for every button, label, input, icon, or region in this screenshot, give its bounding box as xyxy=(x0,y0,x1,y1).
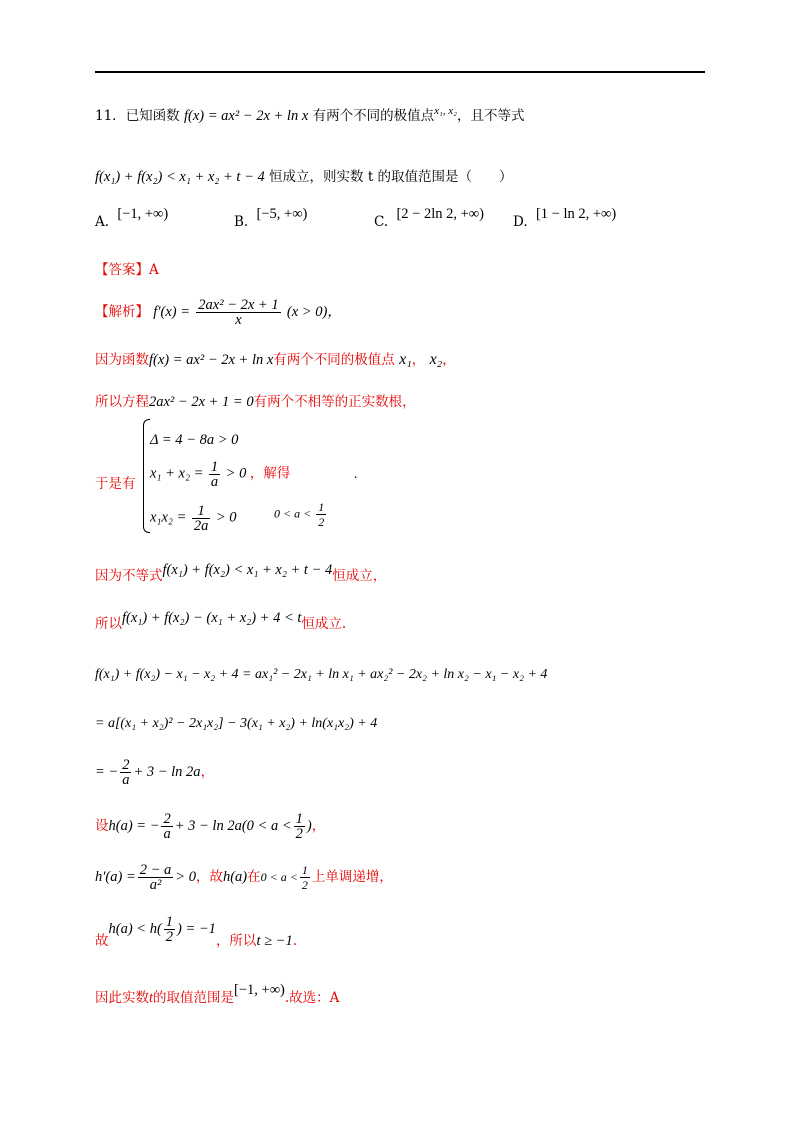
expansion-line-1 xyxy=(95,664,547,685)
question-line-2 xyxy=(95,167,513,187)
system-solve-text: ，解得 xyxy=(249,465,291,482)
system-prefix-text: 于是有 xyxy=(95,476,136,492)
question-intro: 已知函数 xyxy=(125,108,180,124)
expansion-line-2 xyxy=(95,713,377,734)
question-function: f(x) = ax² − 2x + ln x xyxy=(183,108,309,124)
h-cond-den: 2 xyxy=(295,826,303,842)
option-c-value: [2 − 2ln 2, +∞) xyxy=(396,206,484,222)
h-definition xyxy=(95,812,325,841)
l1-sep: ， xyxy=(411,352,426,368)
h-b: + 3 − ln 2a xyxy=(174,818,242,834)
system-eq-1: Δ = 4 − 8a > 0 xyxy=(150,432,239,448)
analysis-line-4 xyxy=(95,610,347,634)
top-rule xyxy=(95,71,705,73)
l2-equation: 2ax² − 2x + 1 = 0 xyxy=(149,394,254,410)
option-b[interactable] xyxy=(234,206,308,231)
option-a[interactable] xyxy=(95,206,169,231)
derivative-fraction xyxy=(196,298,280,327)
system-dot: . xyxy=(353,466,358,482)
derivative-condition: (x > 0)， xyxy=(286,304,342,320)
l2-text-b: 有两个不相等的正实数根， xyxy=(253,394,416,410)
l3-inequality: f(x₁) + f(x₂) < x₁ + x₂ + t − 4 xyxy=(162,562,333,578)
g-t: t ≥ −1 xyxy=(256,933,293,949)
g-lhs: h(a) < h( xyxy=(108,921,162,937)
hp-lhs: h′(a) = xyxy=(95,869,136,885)
l1-text-a: 因为函数 xyxy=(95,352,149,368)
system-eq-2-num: 1 xyxy=(210,459,219,475)
derivative-denominator: x xyxy=(235,312,242,328)
system-eq-2-den: a xyxy=(210,474,219,490)
option-a-label: A. xyxy=(95,214,110,230)
l1-text-b: 有两个不同的极值点 xyxy=(273,352,395,368)
expansion-1: f(x₁) + f(x₂) − x₁ − x₂ + 4 = ax₁² − 2x₁ + ln x₁ + ax₂² − 2x₂ + ln x₂ − x₁ − x₂ + 4 xyxy=(95,667,548,682)
system-row-2 xyxy=(150,460,357,489)
l4-text-b: 恒成立. xyxy=(301,616,347,632)
l3-text-b: 恒成立， xyxy=(332,568,387,584)
hp-cond-num: 1 xyxy=(301,863,308,877)
g-text-a: 故 xyxy=(95,933,109,949)
option-d[interactable] xyxy=(513,206,617,231)
question-tail: ，且不等式 xyxy=(457,108,525,124)
g-text-b: ，所以 xyxy=(215,933,257,949)
expansion-3-b: + 3 − ln 2a xyxy=(133,764,201,780)
analysis-tag: 【解析】 xyxy=(95,304,149,320)
l1-end: ， xyxy=(442,352,456,368)
system-solution xyxy=(274,500,328,529)
system-eq-3-lhs: x₁x₂ = xyxy=(150,509,187,526)
h-cond-a: (0 < a < xyxy=(241,818,292,834)
g-num: 1 xyxy=(165,914,174,930)
option-d-value: [1 − ln 2, +∞) xyxy=(535,206,617,222)
hp-num: 2 − a xyxy=(139,862,172,878)
h-def: h(a) = − xyxy=(108,818,160,834)
system-row-3 xyxy=(150,504,237,533)
g-end: . xyxy=(292,933,298,949)
hp-cond-den: 2 xyxy=(301,878,308,892)
hp-frac xyxy=(138,863,174,892)
analysis-line-2 xyxy=(95,392,416,412)
system-prefix xyxy=(95,474,136,494)
system-brace xyxy=(143,419,150,533)
expansion-3-den: a xyxy=(122,772,130,788)
solution-den: 2 xyxy=(318,515,325,529)
l1-x2: x₂ xyxy=(429,351,443,368)
l4-inequality: f(x₁) + f(x₂) − (x₁ + x₂) + 4 < t xyxy=(122,610,302,626)
question-ask: 恒成立，则实数 t 的取值范围是（ ） xyxy=(269,169,513,185)
g-rhs: ) = −1 xyxy=(177,921,216,937)
c-text-b: 的取值范围是 xyxy=(153,990,235,1006)
c-t: t xyxy=(149,990,154,1006)
h-frac xyxy=(161,812,172,841)
answer-tag: 【答案】A xyxy=(95,262,159,278)
analysis-derivative xyxy=(95,298,342,327)
hp-cond: 0 < a < xyxy=(260,870,298,884)
final-conclusion xyxy=(95,982,340,1008)
solution-lhs: 0 < a < xyxy=(274,506,312,521)
h-cond-frac xyxy=(294,812,305,841)
conclusion-h-line xyxy=(95,914,298,949)
g-frac xyxy=(164,915,175,944)
c-end: .故选：A xyxy=(284,990,340,1006)
system-eq-2-frac xyxy=(209,460,220,489)
h-num: 2 xyxy=(163,811,171,827)
hp-h: h(a) xyxy=(222,869,248,885)
expansion-3-end: ， xyxy=(200,764,215,780)
answer-line xyxy=(95,260,159,280)
system-eq-2-rhs: > 0 xyxy=(225,465,247,482)
question-line-1 xyxy=(95,106,525,127)
hp-cond-frac xyxy=(300,863,310,892)
l2-text-a: 所以方程 xyxy=(95,394,149,410)
derivative-lhs: f′(x) = xyxy=(153,304,190,320)
option-c-label: C. xyxy=(374,214,389,230)
h-cond-b: ) xyxy=(306,818,312,834)
option-b-label: B. xyxy=(234,214,249,230)
question-points: x₁, x₂ xyxy=(434,105,457,117)
derivative-numerator: 2ax² − 2x + 1 xyxy=(198,297,279,313)
expansion-3-frac xyxy=(120,758,131,787)
h-prime-line xyxy=(95,863,393,892)
h-den: a xyxy=(163,826,171,842)
h-end: ， xyxy=(311,818,326,834)
h-text: 设 xyxy=(95,818,109,834)
option-b-value: [−5, +∞) xyxy=(256,206,308,222)
h-cond-num: 1 xyxy=(295,811,303,827)
question-mid: 有两个不同的极值点 xyxy=(312,108,435,124)
expansion-3-num: 2 xyxy=(122,757,130,773)
expansion-line-3 xyxy=(95,758,214,787)
option-c[interactable] xyxy=(374,206,484,231)
l3-text-a: 因为不等式 xyxy=(95,568,163,584)
system-eq-2-lhs: x₁ + x₂ = xyxy=(150,465,204,482)
system-eq-3-den: 2a xyxy=(193,518,209,534)
system-eq-3-num: 1 xyxy=(192,504,211,519)
c-text-a: 因此实数 xyxy=(95,990,149,1006)
hp-text-c: 在 xyxy=(247,869,261,885)
question-number: 11． xyxy=(95,108,126,124)
system-eq-3-frac xyxy=(192,504,211,533)
analysis-line-1 xyxy=(95,350,456,370)
l1-function: f(x) = ax² − 2x + ln x xyxy=(149,352,274,368)
hp-text-b: ，故 xyxy=(195,869,223,885)
option-a-value: [−1, +∞) xyxy=(117,206,169,222)
analysis-line-3 xyxy=(95,562,387,586)
solution-num: 1 xyxy=(318,500,325,514)
g-den: 2 xyxy=(165,929,174,945)
question-inequality: f(x₁) + f(x₂) < x₁ + x₂ + t − 4 xyxy=(95,169,265,185)
l1-x1: x₁ xyxy=(399,351,412,368)
c-range: [−1, +∞) xyxy=(234,982,285,998)
hp-text-d: 上单调递增， xyxy=(311,869,393,885)
expansion-2: = a[(x₁ + x₂)² − 2x₁x₂] − 3(x₁ + x₂) + ln(x₁x₂) + 4 xyxy=(95,716,378,731)
hp-rhs: > 0 xyxy=(175,869,196,885)
solution-frac xyxy=(316,500,326,529)
option-d-label: D. xyxy=(513,214,528,230)
system-eq-3-rhs: > 0 xyxy=(215,509,237,526)
system-row-1 xyxy=(150,432,238,449)
expansion-3-a: = − xyxy=(95,764,119,780)
l4-text-a: 所以 xyxy=(95,616,122,632)
hp-den: a² xyxy=(149,877,162,893)
